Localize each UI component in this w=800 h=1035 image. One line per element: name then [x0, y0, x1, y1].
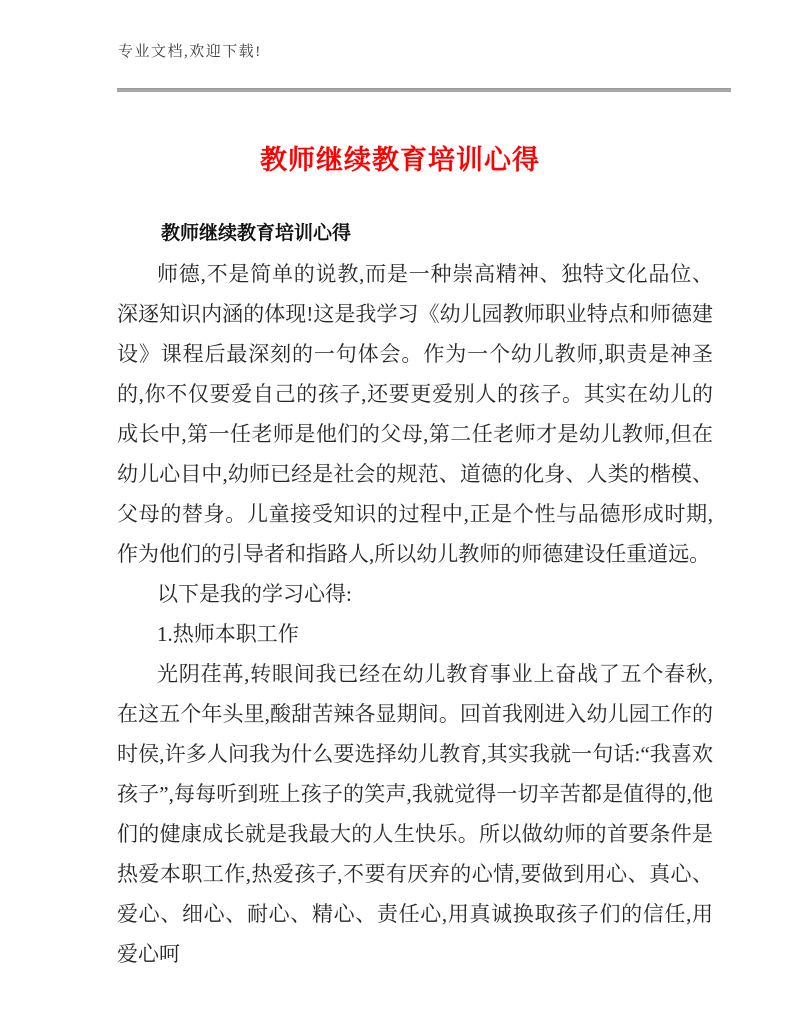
- doc-title: 教师继续教育培训心得: [260, 145, 540, 175]
- body-paragraph-4: 光阴荏苒,转眼间我已经在幼儿教育事业上奋战了五个春秋,在这五个年头里,酸甜苦辣各显期间。回首我刚进入幼儿园工作的时侯,许多人问我为什么要选择幼儿教育,其实我就一句话:“我喜欢孩子”,每每听到班上孩子的笑声,我就觉得一切辛苦都是值得的,他们的健康成长就是我最大的人生快乐。所以做幼师的首要条件是热爱本职工作,热爱孩子,不要有厌弃的心情,要做到用心、真心、爱心、细心、耐心、精心、责任心,用真诚换取孩子们的信任,用爱心呵: [117, 662, 713, 966]
- body-paragraph-2: 以下是我的学习心得:: [157, 582, 352, 606]
- header-divider: [117, 88, 731, 92]
- doc-subtitle: 教师继续教育培训心得: [161, 223, 352, 244]
- header-note: 专业文档,欢迎下载!: [118, 44, 262, 60]
- body-paragraph-3-section-heading: 1.热师本职工作: [157, 622, 299, 646]
- document-body: [117, 214, 713, 974]
- body-paragraph-1: 师德,不是简单的说教,而是一种崇高精神、独特文化品位、深逐知识内涵的体现!这是我学习《幼儿园教师职业特点和师德建设》课程后最深刻的一句体会。作为一个幼儿教师,职责是神圣的,你不仅要爱自己的孩子,还要更爱别人的孩子。其实在幼儿的成长中,第一任老师是他们的父母,第二任老师才是幼儿教师,但在幼儿心目中,幼师已经是社会的规范、道德的化身、人类的楷模、父母的替身。儿童接受知识的过程中,正是个性与品德形成时期,作为他们的引导者和指路人,所以幼儿教师的师德建设任重道远。: [117, 262, 713, 566]
